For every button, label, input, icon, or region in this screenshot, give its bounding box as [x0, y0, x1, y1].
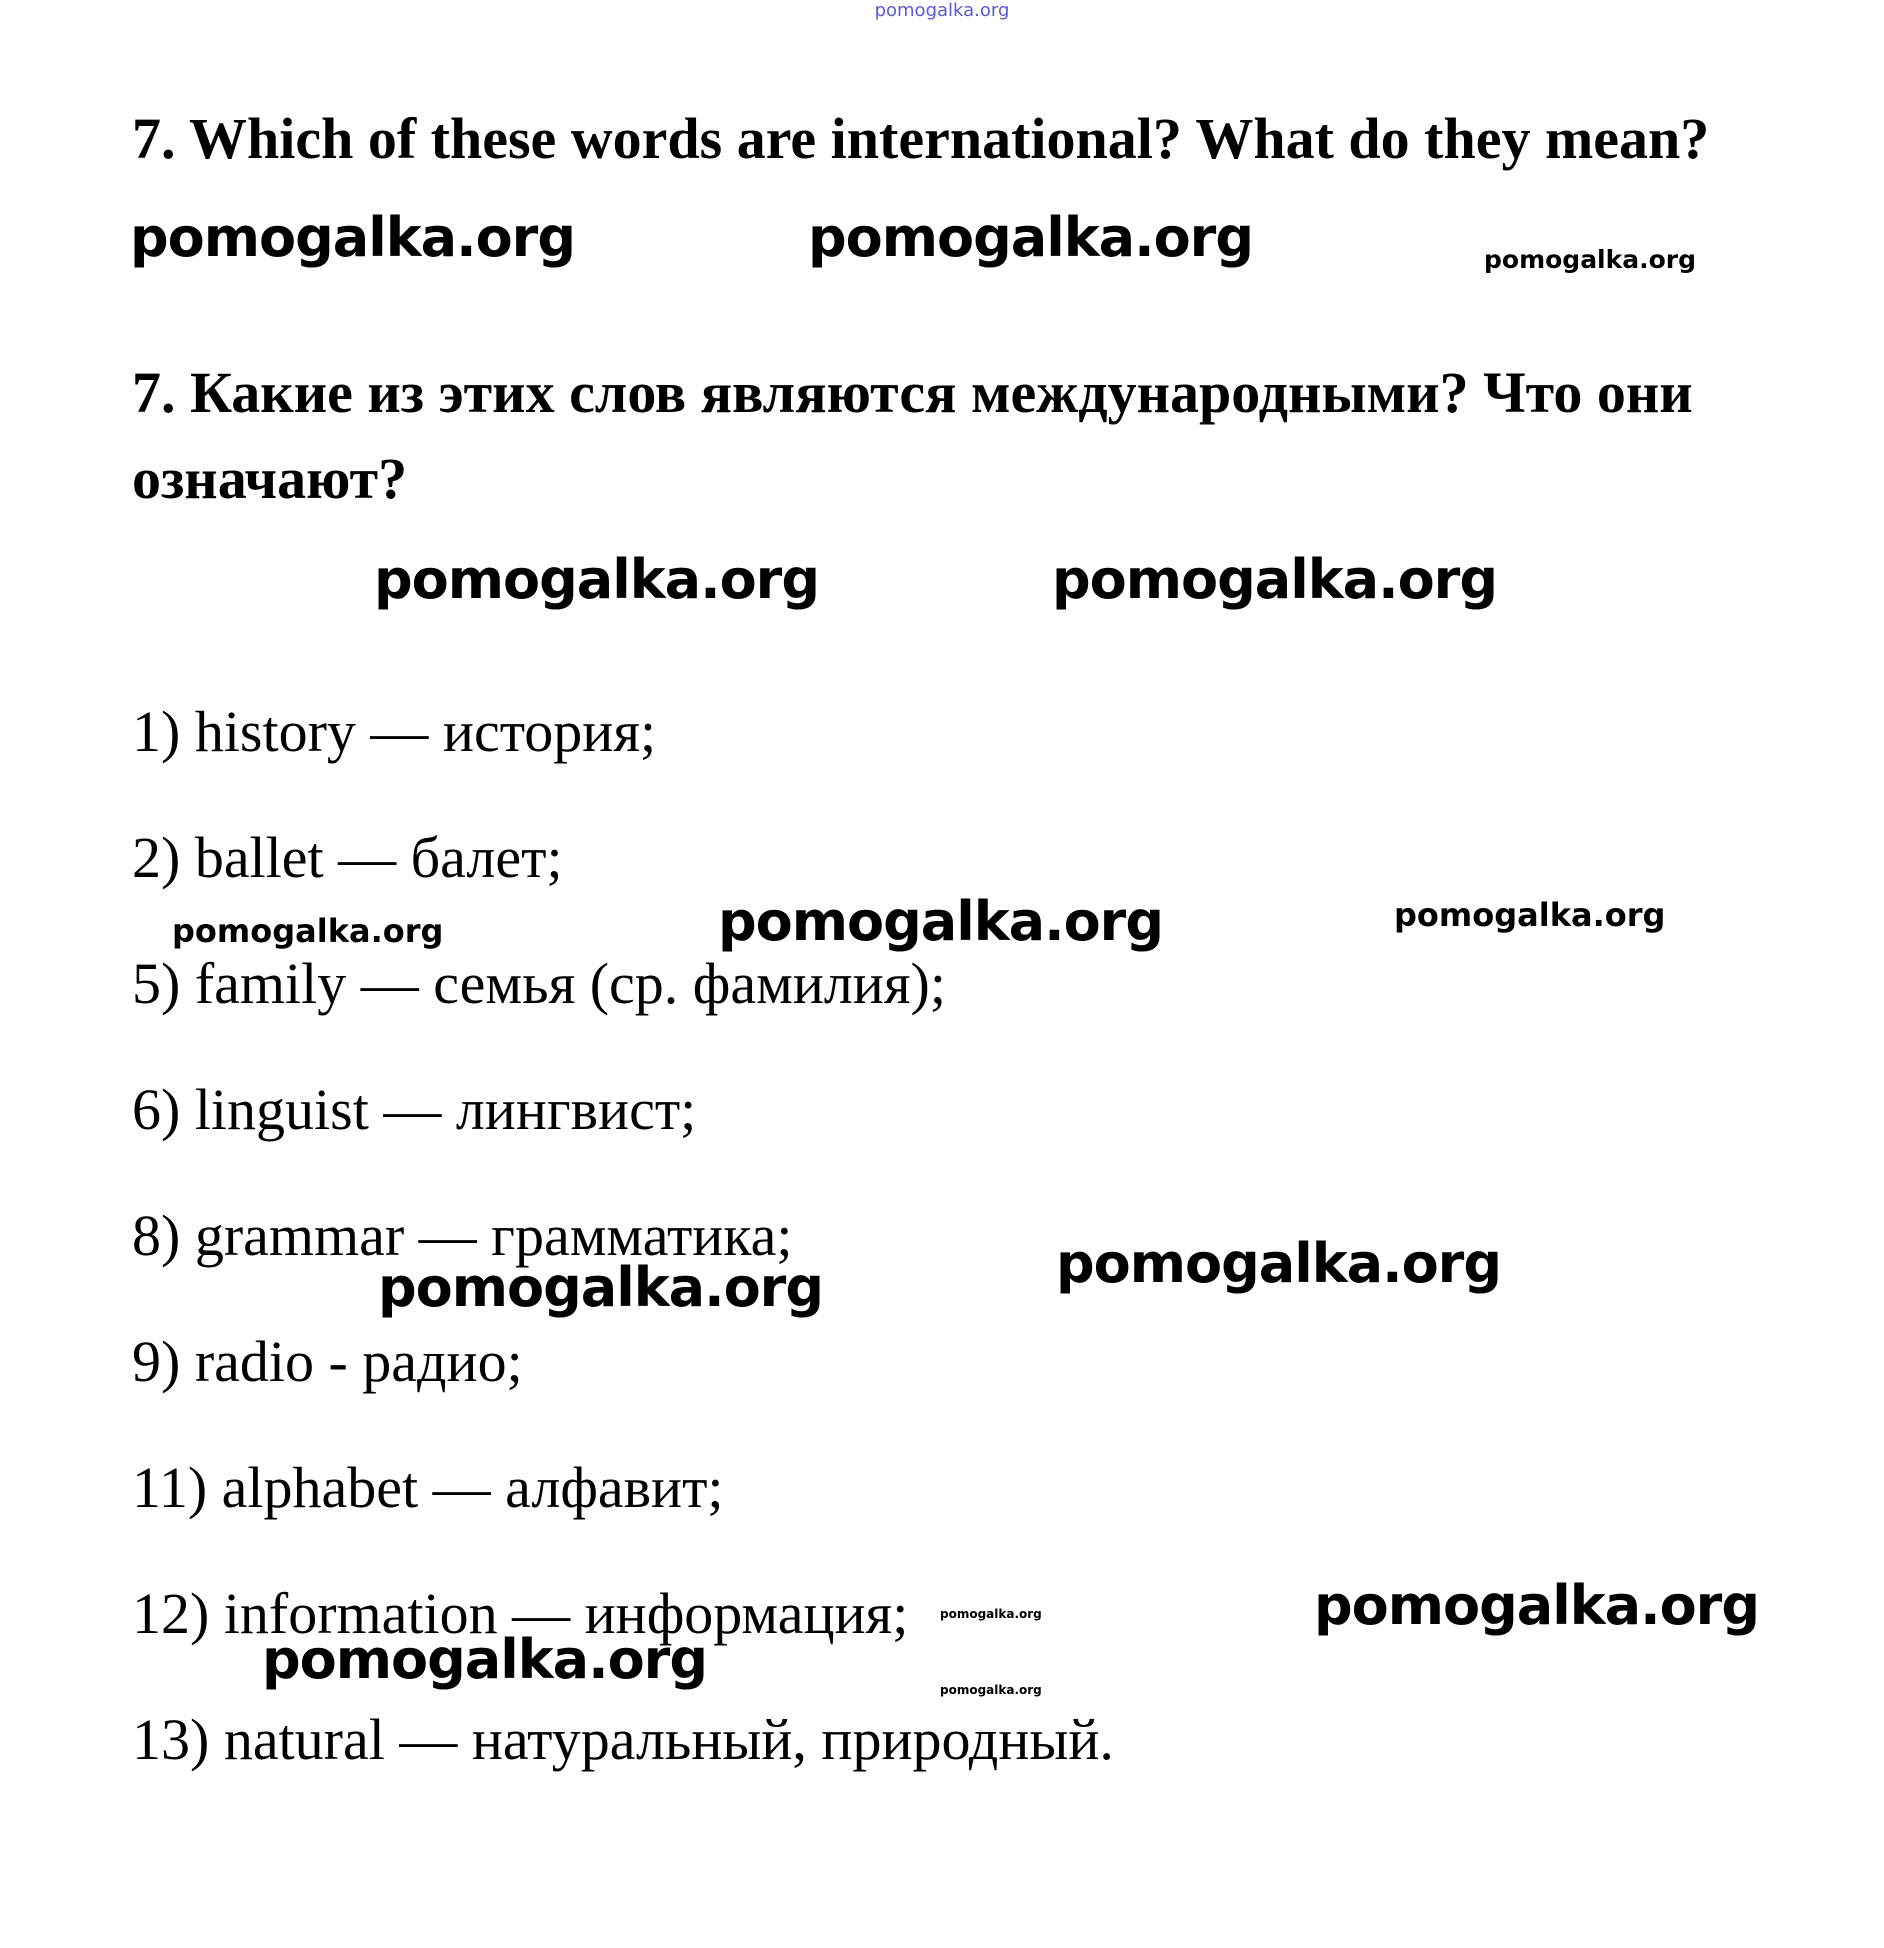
answer-item: 5) family — семья (ср. фамилия); — [132, 951, 946, 1016]
watermark: pomogalka.org — [1484, 245, 1697, 274]
question-russian-text: 7. Какие из этих слов являются международными? Что они означают? — [132, 360, 1693, 511]
watermark: pomogalka.org — [940, 1607, 1042, 1621]
watermark: pomogalka.org — [262, 1628, 707, 1691]
answer-item: 2) ballet — балет; — [132, 825, 563, 890]
watermark: pomogalka.org — [718, 890, 1163, 953]
watermark: pomogalka.org — [1052, 548, 1497, 611]
watermark: pomogalka.org — [1056, 1232, 1501, 1295]
watermark: pomogalka.org — [808, 206, 1253, 269]
answer-item: 13) natural — натуральный, природный. — [132, 1707, 1114, 1772]
answer-item: 6) linguist — лингвист; — [132, 1077, 697, 1142]
watermark: pomogalka.org — [130, 206, 575, 269]
answer-item: 9) radio - радио; — [132, 1329, 523, 1394]
watermark: pomogalka.org — [940, 1683, 1042, 1697]
answer-item: 11) alphabet — алфавит; — [132, 1455, 724, 1520]
watermark: pomogalka.org — [378, 1256, 823, 1319]
watermark: pomogalka.org — [172, 912, 444, 950]
answer-item: 12) information — информация; — [132, 1581, 909, 1646]
watermark: pomogalka.org — [1394, 896, 1666, 934]
question-russian — [132, 350, 1752, 522]
watermark: pomogalka.org — [374, 548, 819, 611]
question-english: 7. Which of these words are international? What do they mean? — [132, 106, 1710, 171]
top-watermark: pomogalka.org — [874, 0, 1010, 21]
watermark: pomogalka.org — [1314, 1574, 1759, 1637]
answer-item: 1) history — история; — [132, 699, 657, 764]
answer-item: 8) grammar — грамматика; — [132, 1203, 793, 1268]
